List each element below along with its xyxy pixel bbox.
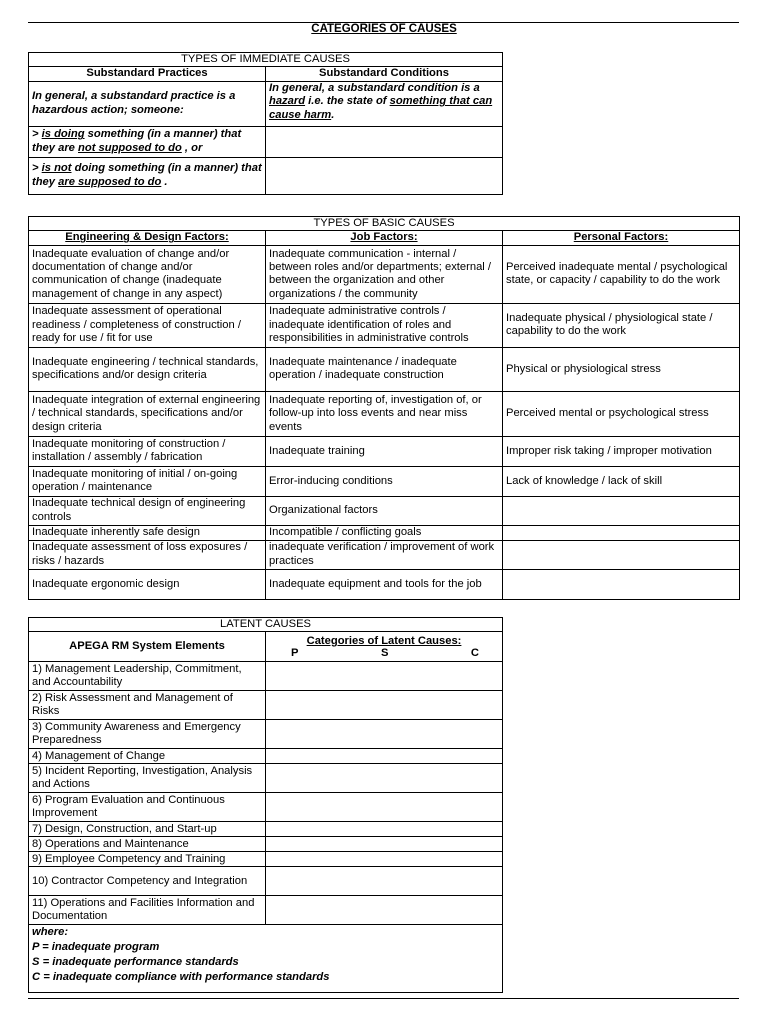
basic-causes-header: TYPES OF BASIC CAUSES xyxy=(29,217,740,231)
table-cell: Inadequate monitoring of construction / installation / assembly / fabrication xyxy=(29,436,266,466)
table-cell: Inadequate physical / physiological state / capability to do the work xyxy=(503,303,740,347)
table-cell: Improper risk taking / improper motivation xyxy=(503,436,740,466)
table-cell: Inadequate assessment of loss exposures / risks / hazards xyxy=(29,540,266,569)
rm-elements-header: APEGA RM System Elements xyxy=(29,632,266,662)
list-item: 7) Design, Construction, and Start-up xyxy=(29,822,266,837)
latent-categories-title: Categories of Latent Causes: xyxy=(306,634,462,647)
empty-cell xyxy=(266,157,503,194)
empty-cell xyxy=(266,896,503,925)
substandard-practices-header: Substandard Practices xyxy=(29,67,266,81)
table-cell xyxy=(503,496,740,525)
table-cell: Inadequate integration of external engineering / technical standards, specifications and/or design criteria xyxy=(29,391,266,436)
is-doing-text: > is doing something (in a manner) that they are not supposed to do , or xyxy=(29,126,266,157)
table-cell: Incompatible / conflicting goals xyxy=(266,525,503,540)
table-cell: Inadequate maintenance / inadequate operation / inadequate construction xyxy=(266,347,503,391)
list-item: 9) Employee Competency and Training xyxy=(29,852,266,867)
legend-line: S = inadequate performance standards xyxy=(32,956,239,968)
table-cell: Error-inducing conditions xyxy=(266,466,503,496)
table-cell: Inadequate training xyxy=(266,436,503,466)
table-cell: Inadequate administrative controls / inadequate identification of roles and responsibilities in administrative controls xyxy=(266,303,503,347)
legend-line: where: xyxy=(32,926,69,939)
empty-cell xyxy=(266,764,503,793)
table-cell: Inadequate evaluation of change and/or documentation of change and/or communication of change (inadequate management of change in any aspect) xyxy=(29,245,266,303)
empty-cell xyxy=(266,691,503,720)
list-item: 5) Incident Reporting, Investigation, Analysis and Actions xyxy=(29,764,266,793)
list-item: 3) Community Awareness and Emergency Preparedness xyxy=(29,720,266,749)
empty-cell xyxy=(266,837,503,852)
table-cell: Lack of knowledge / lack of skill xyxy=(503,466,740,496)
engineering-design-header: Engineering & Design Factors: xyxy=(29,231,266,245)
list-item: 10) Contractor Competency and Integration xyxy=(29,867,266,896)
empty-cell xyxy=(266,749,503,764)
table-cell: Inadequate equipment and tools for the job xyxy=(266,569,503,599)
immediate-causes-table xyxy=(28,52,503,195)
table-cell: Inadequate ergonomic design xyxy=(29,569,266,599)
table-cell: Physical or physiological stress xyxy=(503,347,740,391)
table-cell xyxy=(503,569,740,599)
latent-categories-header xyxy=(266,632,503,662)
latent-legend xyxy=(29,925,503,993)
c-label: C xyxy=(470,646,479,659)
basic-causes-table xyxy=(28,216,740,600)
job-factors-header: Job Factors: xyxy=(266,231,503,245)
table-cell: Perceived mental or psychological stress xyxy=(503,391,740,436)
substandard-conditions-header: Substandard Conditions xyxy=(266,67,503,81)
practice-intro: In general, a substandard practice is a hazardous action; someone: xyxy=(29,81,266,126)
table-cell xyxy=(503,540,740,569)
list-item: 6) Program Evaluation and Continuous Improvement xyxy=(29,793,266,822)
table-cell: Inadequate technical design of engineering controls xyxy=(29,496,266,525)
table-cell: Perceived inadequate mental / psychological state, or capacity / capability to do the work xyxy=(503,245,740,303)
legend-line: C = inadequate compliance with performance standards xyxy=(32,970,330,983)
list-item: 4) Management of Change xyxy=(29,749,266,764)
latent-causes-table xyxy=(28,617,503,993)
empty-cell xyxy=(266,793,503,822)
empty-cell xyxy=(266,126,503,157)
list-item: 2) Risk Assessment and Management of Risks xyxy=(29,691,266,720)
p-label: P xyxy=(291,646,299,659)
page-title: CATEGORIES OF CAUSES xyxy=(311,23,457,35)
empty-cell xyxy=(266,852,503,867)
table-cell: Inadequate monitoring of initial / on-going operation / maintenance xyxy=(29,466,266,496)
psc-labels xyxy=(269,647,499,659)
s-label: S xyxy=(380,646,389,659)
table-cell: Inadequate communication - internal / between roles and/or departments; external / between the organization and other organizations / the community xyxy=(266,245,503,303)
list-item: 11) Operations and Facilities Information and Documentation xyxy=(29,896,266,925)
table-cell: Inadequate inherently safe design xyxy=(29,525,266,540)
list-item: 8) Operations and Maintenance xyxy=(29,837,266,852)
bottom-rule xyxy=(28,998,739,999)
legend-line: P = inadequate program xyxy=(32,941,160,954)
personal-factors-header: Personal Factors: xyxy=(503,231,740,245)
empty-cell xyxy=(266,720,503,749)
latent-causes-header: LATENT CAUSES xyxy=(29,618,503,632)
table-cell: Inadequate assessment of operational readiness / completeness of construction / ready for use / fit for use xyxy=(29,303,266,347)
is-not-doing-text: > is not doing something (in a manner) that they are supposed to do . xyxy=(29,157,266,194)
table-cell: inadequate verification / improvement of work practices xyxy=(266,540,503,569)
immediate-causes-header: TYPES OF IMMEDIATE CAUSES xyxy=(29,53,503,67)
empty-cell xyxy=(266,662,503,691)
table-cell: Inadequate reporting of, investigation of, or follow-up into loss events and near miss events xyxy=(266,391,503,436)
table-cell xyxy=(503,525,740,540)
list-item: 1) Management Leadership, Commitment, and Accountability xyxy=(29,662,266,691)
empty-cell xyxy=(266,867,503,896)
empty-cell xyxy=(266,822,503,837)
table-cell: Inadequate engineering / technical standards, specifications and/or design criteria xyxy=(29,347,266,391)
table-cell: Organizational factors xyxy=(266,496,503,525)
condition-intro: In general, a substandard condition is a hazard i.e. the state of something that can cause harm. xyxy=(266,81,503,126)
